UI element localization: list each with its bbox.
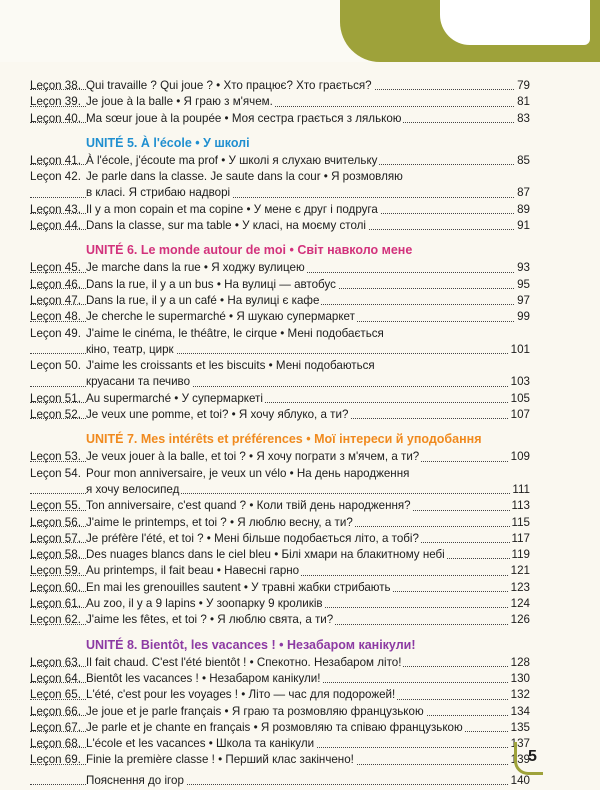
lesson-number: Leçon 46. (30, 277, 81, 291)
toc-entry-text: Ma sœur joue à la poupée • Моя сестра грається з лялькою (86, 111, 402, 125)
toc-entry[interactable] (30, 185, 530, 201)
decorative-corner-band (340, 0, 600, 62)
toc-entry[interactable] (30, 580, 530, 596)
toc-entry[interactable] (30, 202, 530, 218)
toc-entry[interactable] (30, 111, 530, 127)
toc-entry[interactable] (30, 498, 530, 514)
toc-page-number: 79 (515, 78, 530, 94)
toc-entry-text: Ton anniversaire, c'est quand ? • Коли твій день народження? (86, 499, 411, 513)
toc-entry[interactable] (30, 687, 530, 703)
toc-entry-text: J'aime les croissants et les biscuits • Мені подобаються (86, 359, 375, 373)
toc-entry-text: Je veux une pomme, et toi? • Я хочу яблуко, а ти? (86, 408, 349, 422)
toc-entry-text: круасани та печиво (86, 375, 191, 389)
table-of-contents (30, 78, 530, 789)
toc-entry[interactable] (30, 407, 530, 423)
toc-entry-text: Dans la rue, il y a un café • На вулиці є кафе (86, 293, 320, 307)
toc-entry[interactable] (30, 466, 530, 482)
toc-entry[interactable] (30, 736, 530, 752)
toc-page-number: 101 (509, 342, 530, 358)
lesson-number: Leçon 59. (30, 564, 81, 578)
toc-entry[interactable] (30, 671, 530, 687)
toc-entry-text: Je marche dans la rue • Я ходжу вулицею (86, 261, 305, 275)
toc-entry[interactable] (30, 720, 530, 736)
toc-entry-text: Au zoo, il y a 9 lapins • У зоопарку 9 кроликів (86, 597, 323, 611)
lesson-number: Leçon 51. (30, 391, 81, 405)
lesson-number: Leçon 47. (30, 293, 81, 307)
toc-group-b (30, 153, 530, 234)
toc-entry-text: Au supermarché • У супермаркеті (86, 391, 263, 405)
lesson-number: Leçon 48. (30, 310, 81, 324)
toc-entry[interactable] (30, 596, 530, 612)
unit-6-heading: UNITÉ 6. Le monde autour de moi • Світ навколо мене (86, 243, 413, 258)
toc-entry-text: Je joue et je parle français • Я граю та розмовляю французькою (86, 704, 424, 718)
toc-page-number: 115 (510, 515, 530, 531)
toc-page-number: 130 (509, 671, 530, 687)
toc-entry-text: J'aime le printemps, et toi ? • Я люблю весну, а ти? (86, 515, 353, 529)
toc-page-number: 135 (509, 720, 530, 736)
toc-page-number: 119 (510, 547, 530, 563)
toc-entry-text: Au printemps, il fait beau • Навесні гарно (86, 564, 300, 578)
decorative-corner-tab (440, 0, 590, 45)
toc-entry[interactable] (30, 752, 530, 768)
toc-page-number: 81 (515, 94, 530, 110)
toc-entry[interactable] (30, 260, 530, 276)
toc-entry[interactable] (30, 531, 530, 547)
toc-entry-text: Il y a mon copain et ma copine • У мене є друг і подруга (86, 202, 378, 216)
lesson-number: Leçon 60. (30, 580, 81, 594)
lesson-number: Leçon 54. (30, 466, 81, 480)
lesson-number: Leçon 43. (30, 202, 81, 216)
toc-page-number: 134 (509, 704, 530, 720)
toc-entry[interactable] (30, 482, 530, 498)
toc-page-number: 124 (509, 596, 530, 612)
toc-entry-text: Пояснення до ігор (86, 773, 184, 787)
toc-group-d (30, 449, 530, 628)
lesson-number: Leçon 67. (30, 720, 81, 734)
toc-page-number: 103 (509, 374, 530, 390)
lesson-number: Leçon 58. (30, 548, 81, 562)
toc-entry-text: J'aime les fêtes, et toi ? • Я люблю свята, а ти? (86, 613, 334, 627)
toc-entry[interactable] (30, 342, 530, 358)
lesson-number: Leçon 44. (30, 219, 81, 233)
toc-page-number: 87 (515, 185, 530, 201)
toc-page-number: 89 (515, 202, 530, 218)
toc-entry[interactable] (30, 218, 530, 234)
lesson-number: Leçon 63. (30, 655, 81, 669)
toc-page-number: 109 (509, 449, 530, 465)
toc-page-number: 121 (509, 563, 530, 579)
lesson-number: Leçon 49. (30, 326, 81, 340)
toc-page-number: 91 (515, 218, 530, 234)
toc-entry[interactable] (30, 563, 530, 579)
toc-entry-text: я хочу велосипед (86, 482, 180, 496)
toc-entry[interactable] (30, 78, 530, 94)
toc-page-number: 93 (515, 260, 530, 276)
toc-entry[interactable] (30, 358, 530, 374)
lesson-number: Leçon 69. (30, 753, 81, 767)
toc-entry[interactable] (30, 391, 530, 407)
lesson-number: Leçon 65. (30, 688, 81, 702)
toc-entry-text: L'école et les vacances • Школа та канікули (86, 737, 315, 751)
toc-entry-text: Bientôt les vacances ! • Незабаром канікули! (86, 671, 321, 685)
toc-entry-text: En mai les grenouilles sautent • У травні жабки стрибають (86, 580, 391, 594)
lesson-number: Leçon 42. (30, 170, 81, 184)
toc-entry[interactable] (30, 449, 530, 465)
toc-page-number: 117 (510, 531, 530, 547)
lesson-number: Leçon 56. (30, 515, 81, 529)
lesson-number: Leçon 68. (30, 737, 81, 751)
toc-entry[interactable] (30, 704, 530, 720)
toc-page-number: 111 (510, 482, 530, 498)
toc-entry-text: Dans la classe, sur ma table • У класі, на моєму столі (86, 219, 366, 233)
lesson-number: Leçon 50. (30, 359, 81, 373)
toc-page-number: 128 (509, 655, 530, 671)
toc-entry-text: Je parle dans la classe. Je saute dans la cour • Я розмовляю (86, 170, 403, 184)
toc-group-a (30, 78, 530, 127)
toc-entry[interactable] (30, 374, 530, 390)
toc-entry-text: Dans la rue, il y a un bus • На вулиці — автобус (86, 277, 336, 291)
toc-page-number: 137 (509, 736, 530, 752)
lesson-number: Leçon 61. (30, 597, 81, 611)
toc-entry-text: Des nuages blancs dans le ciel bleu • Білі хмари на блакитному небі (86, 548, 445, 562)
toc-entry-text: J'aime le cinéma, le théâtre, le cirque • Мені подобається (86, 326, 384, 340)
toc-entry[interactable] (30, 326, 530, 342)
lesson-number: Leçon 52. (30, 408, 81, 422)
toc-entry-text: Je préfère l'été, et toi ? • Мені більше подобається літо, а тобі? (86, 531, 419, 545)
toc-page-number: 95 (515, 277, 530, 293)
toc-entry-text: L'été, c'est pour les voyages ! • Літо — час для подорожей! (86, 688, 396, 702)
toc-page-number: 132 (509, 687, 530, 703)
lesson-number: Leçon 64. (30, 671, 81, 685)
toc-page-number: 97 (515, 293, 530, 309)
lesson-number: Leçon 53. (30, 450, 81, 464)
toc-entry-text: Finie la première classe ! • Перший клас закінчено! (86, 753, 354, 767)
toc-entry-text: Pour mon anniversaire, je veux un vélo • На день народження (86, 466, 410, 480)
toc-page-number: 113 (510, 498, 530, 514)
toc-page-number: 140 (509, 773, 530, 789)
toc-page-number: 99 (515, 309, 530, 325)
toc-entry[interactable] (30, 293, 530, 309)
lesson-number: Leçon 55. (30, 499, 81, 513)
toc-group-c (30, 260, 530, 423)
toc-entry[interactable] (30, 612, 530, 628)
toc-page-number: 126 (509, 612, 530, 628)
unit-7-heading: UNITÉ 7. Mes intérêts et préférences • Мої інтереси й уподобання (86, 432, 482, 447)
toc-entry[interactable] (30, 309, 530, 325)
lesson-number: Leçon 39. (30, 95, 81, 109)
unit-5-heading: UNITÉ 5. À l'école • У школі (86, 135, 250, 150)
toc-entry[interactable] (30, 277, 530, 293)
toc-page-number: 85 (515, 153, 530, 169)
toc-entry-games[interactable] (30, 773, 530, 789)
lesson-number: Leçon 45. (30, 261, 81, 275)
toc-entry[interactable] (30, 169, 530, 185)
toc-entry-text: Il fait chaud. C'est l'été bientôt ! • Спекотно. Незабаром літо! (86, 655, 402, 669)
toc-page-number: 107 (509, 407, 530, 423)
lesson-number: Leçon 40. (30, 111, 81, 125)
unit-8-heading: UNITÉ 8. Bientôt, les vacances ! • Незабаром канікули! (86, 637, 416, 652)
toc-entry[interactable] (30, 515, 530, 531)
toc-entry-text: Je cherche le supermarché • Я шукаю супермаркет (86, 310, 355, 324)
toc-page-number: 83 (515, 111, 530, 127)
lesson-number: Leçon 38. (30, 79, 81, 92)
toc-entry[interactable] (30, 655, 530, 671)
toc-entry-text: À l'école, j'écoute ma prof • У школі я слухаю вчительку (86, 153, 378, 167)
toc-entry-text: Je parle et je chante en français • Я розмовляю та співаю французькою (86, 720, 463, 734)
lesson-number: Leçon 66. (30, 704, 81, 718)
toc-page-number: 139 (509, 752, 530, 768)
lesson-number: Leçon 57. (30, 531, 81, 545)
toc-page-number: 105 (509, 391, 530, 407)
page-number: 5 (528, 748, 537, 765)
lesson-number: Leçon 41. (30, 153, 81, 167)
toc-entry[interactable] (30, 94, 530, 110)
toc-group-e (30, 655, 530, 769)
lesson-number: Leçon 62. (30, 613, 81, 627)
toc-entry-text: в класі. Я стрибаю надворі (86, 186, 231, 200)
toc-entry-text: Je veux jouer à la balle, et toi ? • Я хочу пограти з м'ячем, а ти? (86, 450, 420, 464)
toc-page-number: 123 (509, 580, 530, 596)
toc-entry-text: кіно, театр, цирк (86, 342, 174, 356)
toc-entry-text: Qui travaille ? Qui joue ? • Хто працює? Хто грається? (86, 79, 372, 92)
toc-entry[interactable] (30, 547, 530, 563)
toc-entry[interactable] (30, 153, 530, 169)
toc-entry-text: Je joue à la balle • Я граю з м'ячем. (86, 95, 273, 109)
